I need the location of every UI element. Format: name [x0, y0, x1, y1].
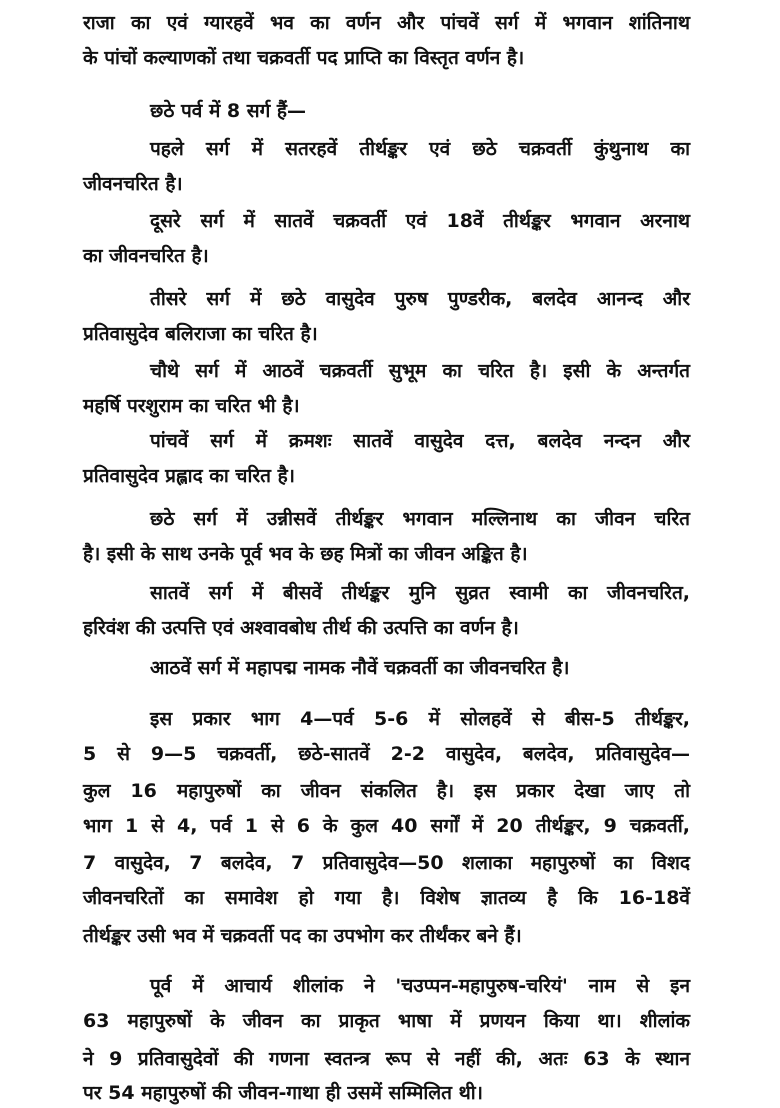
text-line: हरिवंश की उत्पत्ति एवं अश्वावबोध तीर्थ की उत्पत्ति का वर्णन है। — [83, 617, 519, 639]
text-line: इस प्रकार भाग 4—पर्व 5-6 में सोलहवें से बीस-5 तीर्थङ्कर, — [150, 708, 690, 730]
text-line: प्रतिवासुदेव बलिराजा का चरित है। — [83, 323, 318, 345]
text-line: कुल 16 महापुरुषों का जीवन संकलित है। इस प्रकार देखा जाए तो — [83, 780, 690, 802]
text-line: महर्षि परशुराम का चरित भी है। — [83, 395, 300, 417]
text-line: जीवनचरित है। — [83, 173, 183, 195]
text-line: 5 से 9—5 चक्रवर्ती, छठे-सातवें 2-2 वासुदेव, बलदेव, प्रतिवासुदेव— — [83, 743, 690, 765]
text-line: के पांचों कल्याणकों तथा चक्रवर्ती पद प्राप्ति का विस्तृत वर्णन है। — [83, 47, 525, 69]
text-line: पांचवें सर्ग में क्रमशः सातवें वासुदेव दत्त, बलदेव नन्दन और — [150, 430, 690, 452]
text-line: चौथे सर्ग में आठवें चक्रवर्ती सुभूम का चरित है। इसी के अन्तर्गत — [150, 360, 690, 382]
text-line: प्रतिवासुदेव प्रह्लाद का चरित है। — [83, 465, 295, 487]
text-line: है। इसी के साथ उनके पूर्व भव के छह मित्रों का जीवन अङ्कित है। — [83, 543, 528, 565]
section-heading: छठे पर्व में 8 सर्ग हैं— — [150, 100, 307, 122]
text-line: पर 54 महापुरुषों की जीवन-गाथा ही उसमें सम्मिलित थी। — [83, 1082, 483, 1104]
text-line: भाग 1 से 4, पर्व 1 से 6 के कुल 40 सर्गों में 20 तीर्थङ्कर, 9 चक्रवर्ती, — [83, 815, 690, 837]
text-line: आठवें सर्ग में महापद्म नामक नौवें चक्रवर्ती का जीवनचरित है। — [150, 657, 570, 679]
text-line: का जीवनचरित है। — [83, 245, 209, 267]
text-line: छठे सर्ग में उन्नीसवें तीर्थङ्कर भगवान मल्लिनाथ का जीवन चरित — [150, 508, 690, 530]
text-line: सातवें सर्ग में बीसवें तीर्थङ्कर मुनि सुव्रत स्वामी का जीवनचरित, — [150, 582, 690, 604]
text-line: 7 वासुदेव, 7 बलदेव, 7 प्रतिवासुदेव—50 शलाका महापुरुषों का विशद — [83, 852, 690, 874]
text-line: राजा का एवं ग्यारहवें भव का वर्णन और पांचवें सर्ग में भगवान शांतिनाथ — [83, 12, 690, 34]
text-line: पहले सर्ग में सतरहवें तीर्थङ्कर एवं छठे चक्रवर्ती कुंथुनाथ का — [150, 138, 690, 160]
text-line: तीसरे सर्ग में छठे वासुदेव पुरुष पुण्डरीक, बलदेव आनन्द और — [150, 288, 690, 310]
text-line: जीवनचरितों का समावेश हो गया है। विशेष ज्ञातव्य है कि 16-18वें — [83, 887, 690, 909]
text-line: पूर्व में आचार्य शीलांक ने 'चउप्पन-महापुरुष-चरियं' नाम से इन — [150, 975, 690, 997]
text-line: दूसरे सर्ग में सातवें चक्रवर्ती एवं 18वें तीर्थङ्कर भगवान अरनाथ — [150, 210, 690, 232]
text-line: ने 9 प्रतिवासुदेवों की गणना स्वतन्त्र रूप से नहीं की, अतः 63 के स्थान — [83, 1048, 690, 1070]
text-line: 63 महापुरुषों के जीवन का प्राकृत भाषा में प्रणयन किया था। शीलांक — [83, 1010, 690, 1032]
text-line: तीर्थङ्कर उसी भव में चक्रवर्ती पद का उपभोग कर तीर्थंकर बने हैं। — [83, 925, 522, 947]
